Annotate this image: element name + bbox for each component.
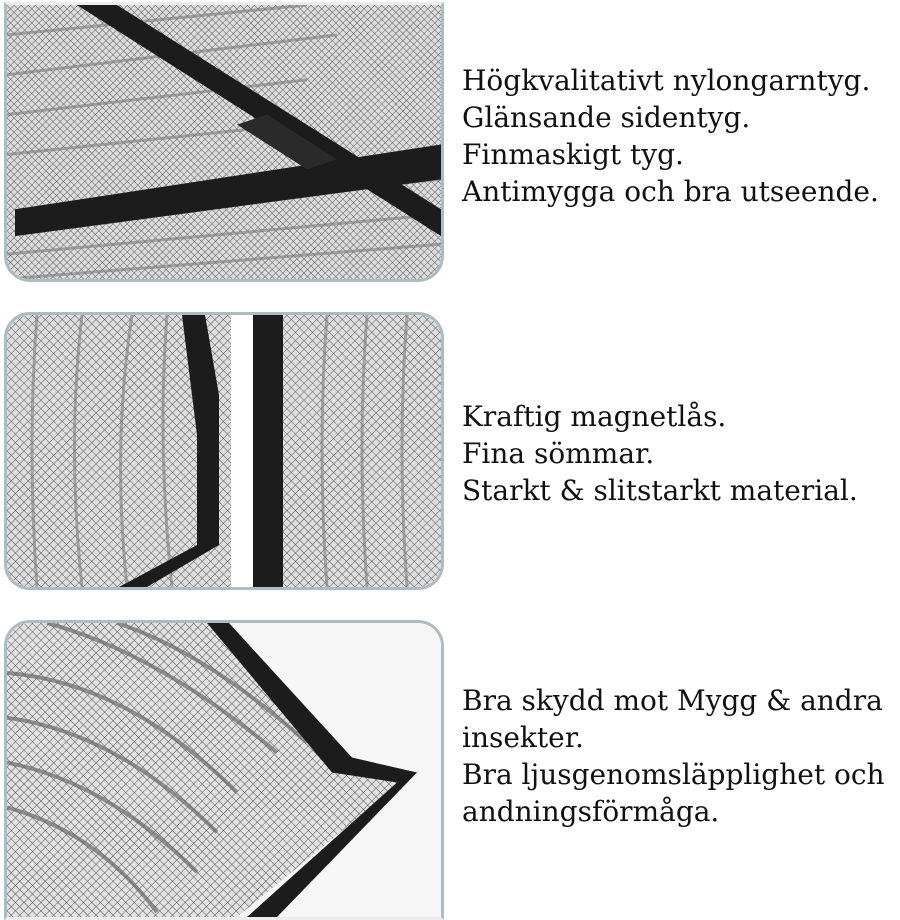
magnetic-seam-image [4,312,444,590]
feature-line: Finmaskigt tyg. [462,138,684,171]
feature-line: Starkt & slitstarkt material. [462,474,858,507]
feature-text-magnet [462,398,892,509]
magnetic-seam-photo [7,315,441,587]
feature-line: Högkvalitativt nylongarntyg. [462,64,871,97]
feature-line: Bra ljusgenomsläpplighet och [462,758,885,791]
mesh-hem-photo [7,623,441,917]
feature-row-fabric [0,0,900,290]
mesh-corner-photo [7,5,441,279]
feature-text-fabric [462,62,892,210]
feature-line: insekter. [462,721,584,754]
feature-line: andningsförmåga. [462,795,720,828]
feature-line: Fina sömmar. [462,437,655,470]
feature-row-protection [0,618,900,900]
mesh-hem-image [4,620,444,920]
feature-row-magnet [0,310,900,595]
feature-line: Bra skydd mot Mygg & andra [462,684,883,717]
feature-line: Glänsande sidentyg. [462,101,751,134]
mesh-corner-image [4,2,444,282]
feature-line: Kraftig magnetlås. [462,400,727,433]
feature-text-protection [462,682,892,830]
feature-line: Antimygga och bra utseende. [462,175,879,208]
